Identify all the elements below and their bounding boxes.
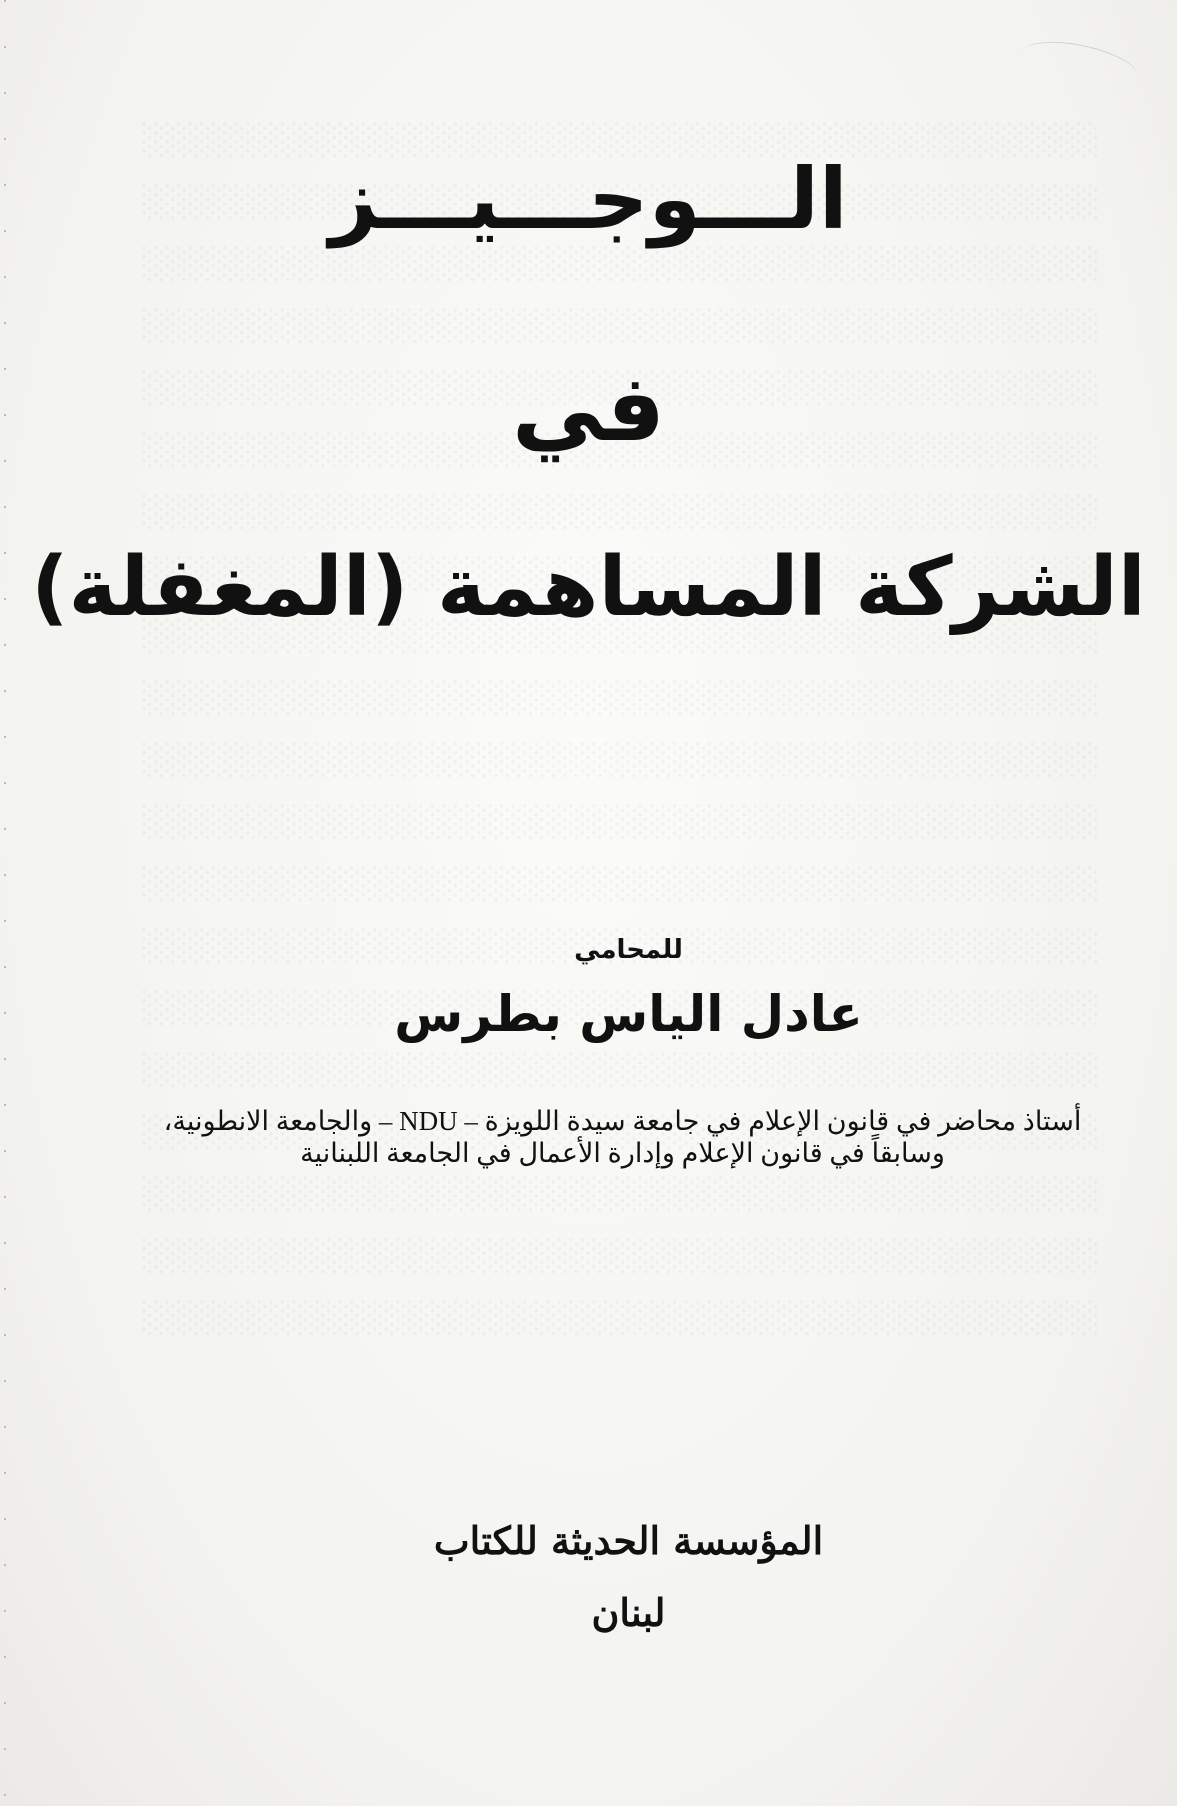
- book-subject: الشركة المساهمة (المغفلة): [31, 540, 1146, 635]
- author-name: عادل الياس بطرس: [394, 985, 863, 1043]
- book-title: الـــوجـــيـــز: [329, 150, 848, 248]
- publisher-name: المؤسسة الحديثة للكتاب: [433, 1518, 824, 1563]
- author-prefix: للمحامي: [574, 935, 683, 965]
- author-bio-line-1: أستاذ محاضر في قانون الإعلام في جامعة سيدة اللويزة – NDU – والجامعة الانطونية،: [163, 1106, 1082, 1136]
- page-edge-dots: [4, 0, 6, 1806]
- publisher-country: لبنان: [591, 1590, 666, 1635]
- author-bio: [145, 1105, 1100, 1169]
- author-bio-line-2: وسابقاً في قانون الإعلام وإدارة الأعمال في الجامعة اللبنانية: [300, 1138, 945, 1168]
- title-preposition: في: [511, 355, 666, 462]
- page-scratch-mark: [1017, 33, 1143, 98]
